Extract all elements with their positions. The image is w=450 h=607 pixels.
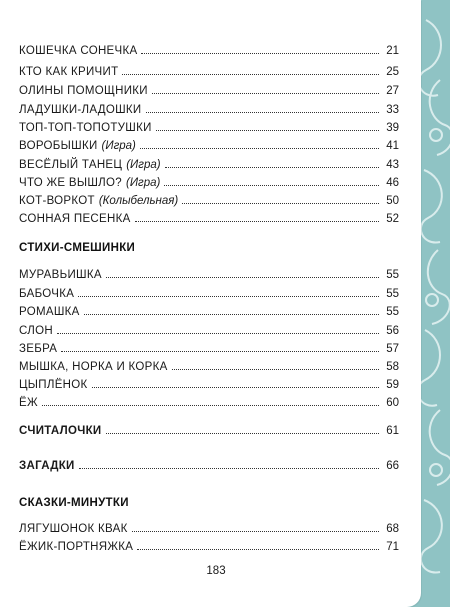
entry-page: 66 [386, 460, 399, 472]
entry-page: 27 [386, 85, 399, 97]
entry-page: 58 [386, 361, 399, 373]
toc-entry[interactable] [19, 342, 399, 356]
toc-entry-zagadki[interactable] [19, 459, 399, 473]
entry-title: РОМАШКА [19, 306, 80, 318]
entry-title: ЛЯГУШОНОК КВАК [19, 523, 128, 535]
section-heading-stikhi: СТИХИ-СМЕШИНКИ [19, 242, 136, 254]
dot-leader [122, 74, 379, 75]
entry-page: 57 [386, 343, 399, 355]
toc-entry[interactable] [19, 522, 399, 536]
entry-page: 39 [386, 122, 399, 134]
entry-page: 60 [386, 397, 399, 409]
entry-title: ЦЫПЛЁНОК [19, 379, 88, 391]
entry-page: 33 [386, 104, 399, 116]
dot-leader [79, 468, 379, 469]
entry-title: ЁЖИК-ПОРТНЯЖКА [19, 541, 134, 553]
dot-leader [135, 221, 379, 222]
dot-leader [92, 387, 379, 388]
entry-page: 55 [386, 306, 399, 318]
entry-title: СОННАЯ ПЕСЕНКА [19, 213, 131, 225]
entry-page: 59 [386, 379, 399, 391]
entry-title: БАБОЧКА [19, 288, 75, 300]
entry-title: СЛОН [19, 325, 53, 337]
entry-title: ВЕСЁЛЫЙ ТАНЕЦ [19, 159, 123, 171]
toc-entry[interactable] [19, 396, 399, 410]
toc-entry[interactable] [19, 44, 399, 58]
toc-entry[interactable] [19, 378, 399, 392]
dot-leader [132, 531, 379, 532]
dot-leader [106, 277, 379, 278]
toc-entry[interactable] [19, 540, 399, 554]
toc-entry[interactable] [19, 287, 399, 301]
entry-title: КОШЕЧКА СОНЕЧКА [19, 45, 138, 57]
entry-note: (Игра) [101, 140, 136, 152]
entry-page: 46 [386, 177, 399, 189]
toc-entry[interactable] [19, 360, 399, 374]
entry-title: ЗЕБРА [19, 343, 58, 355]
entry-note: (Игра) [125, 177, 161, 189]
toc-entry[interactable] [19, 103, 399, 117]
dot-leader [57, 333, 379, 334]
dot-leader [78, 296, 379, 297]
entry-page: 56 [386, 325, 399, 337]
dot-leader [165, 167, 379, 168]
entry-page: 55 [386, 288, 399, 300]
dot-leader [182, 203, 379, 204]
toc-entry[interactable] [19, 324, 399, 338]
toc-entry[interactable] [19, 212, 399, 226]
entry-title: ЗАГАДКИ [19, 460, 75, 472]
dot-leader [146, 112, 380, 113]
dot-leader [106, 433, 380, 434]
dot-leader [172, 369, 379, 370]
page-number: 183 [206, 565, 226, 577]
entry-title: ТОП-ТОП-ТОПОТУШКИ [19, 122, 152, 134]
entry-page: 68 [386, 523, 399, 535]
dot-leader [84, 314, 379, 315]
toc-entry[interactable] [19, 305, 399, 319]
dot-leader [141, 53, 379, 54]
toc-entry[interactable] [19, 158, 399, 172]
entry-page: 25 [386, 66, 399, 78]
entry-page: 43 [386, 159, 399, 171]
entry-title: КТО КАК КРИЧИТ [19, 66, 119, 78]
entry-title: ВОРОБЫШКИ [19, 140, 98, 152]
entry-note: (Колыбельная) [98, 195, 179, 207]
entry-title: ЧТО ЖЕ ВЫШЛО? [19, 177, 122, 189]
entry-title: МЫШКА, НОРКА И КОРКА [19, 361, 168, 373]
toc-entry-schitalochki[interactable] [19, 424, 399, 438]
toc-entry[interactable] [19, 194, 399, 208]
dot-leader [61, 351, 379, 352]
entry-page: 61 [386, 425, 399, 437]
entry-page: 71 [386, 541, 399, 553]
entry-page: 50 [386, 195, 399, 207]
entry-page: 55 [386, 269, 399, 281]
toc-entry[interactable] [19, 84, 399, 98]
entry-title: ЛАДУШКИ-ЛАДОШКИ [19, 104, 142, 116]
toc-entry[interactable] [19, 121, 399, 135]
dot-leader [140, 148, 379, 149]
dot-leader [137, 549, 379, 550]
entry-page: 52 [386, 213, 399, 225]
entry-page: 21 [386, 45, 399, 57]
toc-entry[interactable] [19, 139, 399, 153]
dot-leader [164, 185, 379, 186]
entry-note: (Игра) [126, 159, 161, 171]
toc-entry[interactable] [19, 65, 399, 79]
section-heading-skazki: СКАЗКИ-МИНУТКИ [19, 497, 129, 509]
entry-title: ОЛИНЫ ПОМОЩНИКИ [19, 85, 148, 97]
toc-entry[interactable] [19, 268, 399, 282]
toc-entry[interactable] [19, 176, 399, 190]
dot-leader [156, 130, 379, 131]
entry-title: МУРАВЬИШКА [19, 269, 102, 281]
entry-title: КОТ-ВОРКОТ [19, 195, 95, 207]
dot-leader [42, 405, 379, 406]
entry-page: 41 [386, 140, 399, 152]
entry-title: СЧИТАЛОЧКИ [19, 425, 102, 437]
dot-leader [152, 93, 379, 94]
entry-title: ЁЖ [19, 397, 38, 409]
